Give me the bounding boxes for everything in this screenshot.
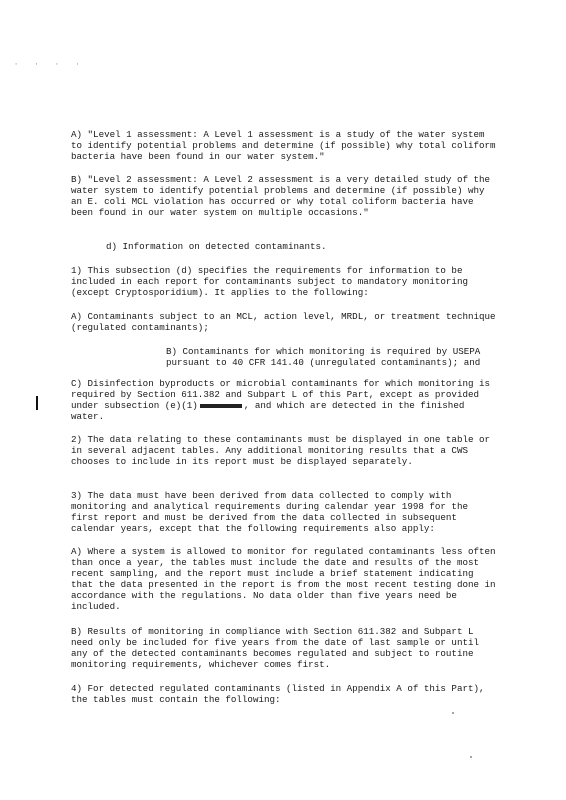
paragraph-3b: B) Results of monitoring in compliance with Section 611.382 and Subpart L need only be included for five years from the date of last sample or until any of the detected contaminants becomes regulated and subject to routine monitoring requirements, whichever comes first. bbox=[71, 626, 479, 670]
paragraph-1c-text-start: C) Disinfection byproducts or microbial contaminants for which monitoring is required by Section 611.382 and Subpart L of this Part, except as provided under subsection (e)(1) bbox=[71, 378, 491, 411]
paragraph-1c bbox=[71, 378, 499, 422]
paragraph-a-level1-definition: A) "Level 1 assessment: A Level 1 assessment is a study of the water system to identify potential problems and determine (if possible) why total coliform bacteria have been found in our water system." bbox=[71, 129, 496, 162]
paragraph-1-intro: 1) This subsection (d) specifies the requirements for information to be included in each report for contaminants subject to mandatory monitoring (except Cryptosporidium). It applies to the following: bbox=[71, 265, 468, 298]
paragraph-4: 4) For detected regulated contaminants (listed in Appendix A of this Part), the tables must contain the following: bbox=[71, 683, 485, 705]
paragraph-3: 3) The data must have been derived from data collected to comply with monitoring and analytical requirements during calendar year 1998 for the first report and must be derived from the data collected in subsequent calendar years, except that the following requirements also apply: bbox=[71, 490, 468, 534]
scan-spot bbox=[470, 756, 472, 758]
scan-speckles: · · · · bbox=[14, 61, 86, 69]
scan-spot bbox=[452, 712, 454, 714]
paragraph-3a: A) Where a system is allowed to monitor for regulated contaminants less often than once a year, the tables must include the date and results of the most recent sampling, and the report must include a brief statement indicating that the data presented in the report is from the most recent testing done in accordance with the regulations. No data older than five years need be included. bbox=[71, 546, 496, 612]
paragraph-1a: A) Contaminants subject to an MCL, action level, MRDL, or treatment technique (regulated contaminants); bbox=[71, 311, 496, 333]
paragraph-1b: B) Contaminants for which monitoring is required by USEPA pursuant to 40 CFR 141.40 (unregulated contaminants); and bbox=[166, 346, 481, 368]
paragraph-2: 2) The data relating to these contaminants must be displayed in one table or in several adjacent tables. Any additional monitoring results that a CWS chooses to include in its report must be displayed separately. bbox=[71, 434, 491, 467]
margin-change-bar bbox=[36, 396, 38, 410]
redaction-mark bbox=[200, 404, 242, 408]
section-d-heading: d) Information on detected contaminants. bbox=[106, 241, 327, 252]
paragraph-1c-text-end: , and which are detected in the finished water. bbox=[71, 400, 465, 422]
paragraph-b-level2-definition: B) "Level 2 assessment: A Level 2 assessment is a very detailed study of the water system to identify potential problems and determine (if possible) why an E. coli MCL violation has occurred or why total coliform bacteria have been found in our water system on multiple occasions." bbox=[71, 174, 491, 218]
